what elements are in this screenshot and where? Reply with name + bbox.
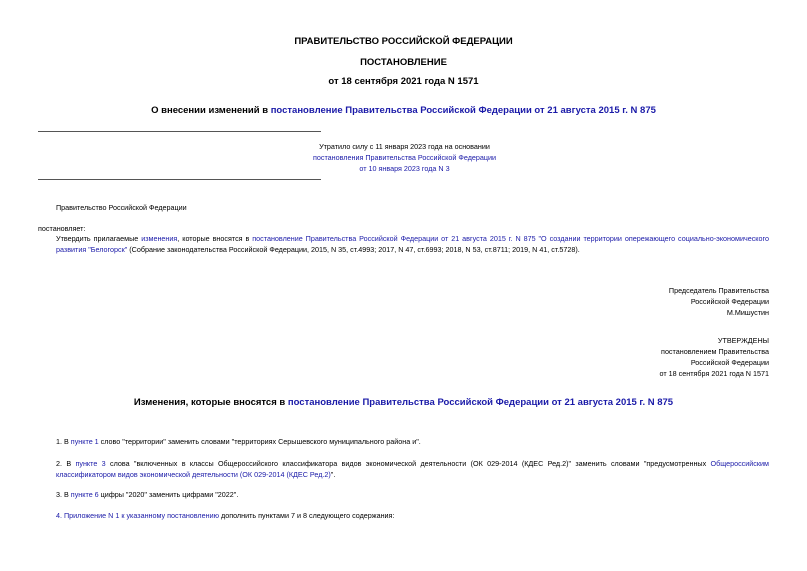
expiry-link-1[interactable]: постановления Правительства Российской Федерации: [312, 153, 497, 162]
approve-paragraph: Утвердить прилагаемые изменения, которые вносятся в постановление Правительства Российской Федерации от 21 августа 2015 г. N 875 "О создании территории опережающего социально-экономического развития "Белогорск" (Собрание законодательства Российской Федерации, 2015, N 35, ст.4993; 2017, N 47, ст.6993; 2018, N 53, ст.8711; 2019, N 41, ст.5728).: [56, 234, 769, 254]
expiry-link-2[interactable]: от 10 января 2023 года N 3: [359, 164, 450, 173]
title-link[interactable]: постановление Правительства Российской Федерации от 21 августа 2015 г. N 875: [270, 105, 656, 116]
divider-bottom: [38, 179, 321, 180]
item2-point-link[interactable]: пункте 3: [75, 459, 106, 468]
change-item-2: 2. В пункте 3 слова "включенных в классы Общероссийского классификатора видов экономической деятельности (ОК 029-2014 (КДЕС Ред.2)" заменить словами "предусмотренных Общероссийским классификатором видов экономической деятельности (ОК 029-2014 (КДЕС Ред.2)".: [56, 459, 769, 479]
signature-position-2: Российской Федерации: [690, 297, 769, 306]
approved-date-number: от 18 сентября 2021 года N 1571: [659, 369, 769, 378]
okved-classifier-link[interactable]: Общероссийским классификатором видов экономической деятельности (ОК 029-2014 (КДЕС Ред.2): [56, 459, 769, 479]
approved-label: УТВЕРЖДЕНЫ: [717, 336, 769, 345]
expiry-text: Утратило силу с 11 января 2023 года на основании: [319, 142, 490, 151]
item3-point-link[interactable]: пункте 6: [70, 490, 99, 499]
changes-title-link[interactable]: постановление Правительства Российской Федерации от 21 августа 2015 г. N 875: [287, 397, 674, 408]
divider-top: [38, 131, 321, 132]
appendix-1-link[interactable]: 4. Приложение N 1 к указанному постановлению: [56, 511, 219, 520]
changes-title: Изменения, которые вносятся в постановление Правительства Российской Федерации от 21 августа 2015 г. N 875: [133, 397, 674, 408]
expiry-notice: [38, 141, 771, 174]
change-item-3: 3. В пункте 6 цифры "2020" заменить цифрами "2022".: [56, 490, 239, 499]
item1-point-link[interactable]: пункте 1: [70, 437, 99, 446]
approved-block: УТВЕРЖДЕНЫ постановлением Правительства Российской Федерации от 18 сентября 2021 года N 1571: [659, 336, 769, 378]
change-item-1: 1. В пункте 1 слово "территории" заменить словами "территориях Серышевского муниципального района и".: [56, 437, 421, 446]
resolves-word: постановляет:: [38, 224, 86, 233]
issuer: Правительство Российской Федерации: [56, 203, 187, 212]
document-date-number: от 18 сентября 2021 года N 1571: [328, 76, 479, 87]
resolution-875-link[interactable]: постановление Правительства Российской Федерации от 21 августа 2015 г. N 875 "О создании территории опережающего социально-экономического развития "Белогорск": [56, 234, 769, 254]
document-title: [0, 105, 807, 116]
title-prefix: О внесении изменений в: [151, 105, 271, 116]
document-type: ПОСТАНОВЛЕНИЕ: [360, 57, 447, 68]
signature-name: М.Мишустин: [726, 308, 769, 317]
government-name: ПРАВИТЕЛЬСТВО РОССИЙСКОЙ ФЕДЕРАЦИИ: [294, 36, 513, 47]
changes-link[interactable]: изменения: [141, 234, 178, 243]
signature-position-1: Председатель Правительства: [668, 286, 769, 295]
change-item-4: 4. Приложение N 1 к указанному постановлению дополнить пунктами 7 и 8 следующего содержания:: [56, 511, 395, 520]
signature-block: [669, 285, 769, 318]
